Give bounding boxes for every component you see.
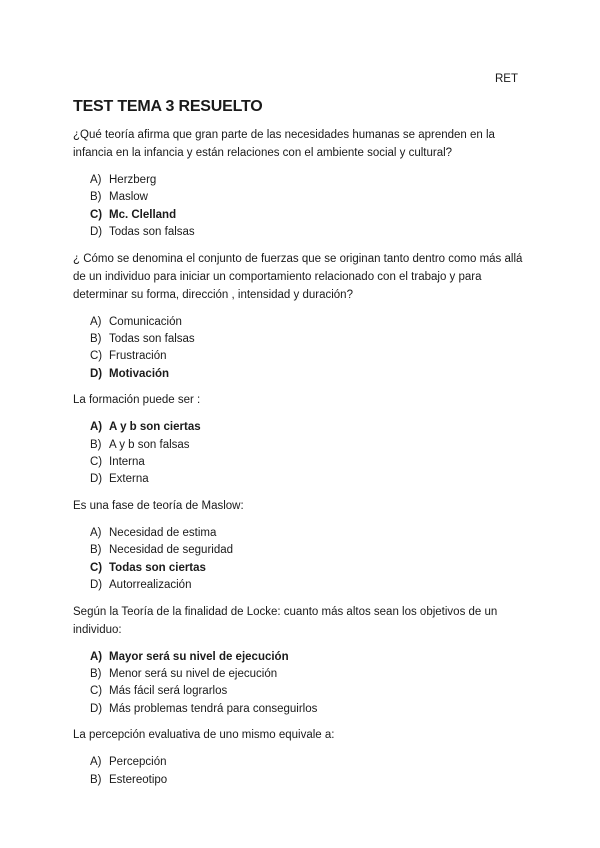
option-text: Autorrealización — [109, 579, 192, 592]
answer-option-correct — [90, 207, 533, 224]
option-text: Interna — [109, 456, 145, 469]
option-text: Menor será su nivel de ejecución — [109, 667, 278, 680]
option-text: Necesidad de seguridad — [109, 544, 234, 557]
option-letter: C) — [90, 456, 103, 469]
answer-option-correct — [90, 649, 533, 666]
answer-option — [90, 525, 533, 542]
question-block — [73, 497, 533, 595]
option-text: Más fácil será lograrlos — [109, 685, 228, 698]
answer-option — [90, 471, 533, 488]
answer-option — [90, 224, 533, 241]
option-text: Mc. Clelland — [109, 208, 177, 221]
answer-option — [90, 454, 533, 471]
answer-option — [90, 189, 533, 206]
option-letter: C) — [90, 350, 103, 363]
answer-option — [90, 542, 533, 559]
option-letter: B) — [90, 773, 102, 786]
answer-option — [90, 314, 533, 331]
option-letter: C) — [90, 561, 103, 574]
option-letter: B) — [90, 333, 102, 346]
option-text: A y b son falsas — [109, 438, 190, 451]
option-letter: C) — [90, 685, 103, 698]
question-text: Según la Teoría de la finalidad de Locke: cuanto más altos sean los objetivos de un individuo: — [73, 605, 498, 636]
option-letter: D) — [90, 367, 103, 380]
answer-option-correct — [90, 560, 533, 577]
option-text: Todas son falsas — [109, 333, 195, 346]
answer-option — [90, 348, 533, 365]
option-letter: D) — [90, 579, 103, 592]
option-letter: D) — [90, 473, 103, 486]
option-letter: B) — [90, 544, 102, 557]
answer-option — [90, 683, 533, 700]
option-letter: D) — [90, 226, 103, 239]
answer-options — [73, 419, 533, 489]
option-letter: A) — [90, 526, 102, 539]
option-text: Necesidad de estima — [109, 526, 217, 539]
answer-option — [90, 666, 533, 683]
question-block — [73, 726, 533, 789]
option-letter: A) — [90, 421, 103, 434]
answer-option — [90, 331, 533, 348]
option-text: Frustración — [109, 350, 167, 363]
answer-option — [90, 172, 533, 189]
option-text: Percepción — [109, 756, 167, 769]
answer-options — [73, 525, 533, 595]
question-text: ¿Qué teoría afirma que gran parte de las necesidades humanas se aprenden en la infancia en la infancia y están relaciones con el ambiente social y cultural? — [73, 129, 495, 159]
question-text: Es una fase de teoría de Maslow: — [73, 499, 244, 512]
answer-option-correct — [90, 366, 533, 383]
option-letter: B) — [90, 438, 102, 451]
option-text: A y b son ciertas — [109, 421, 201, 434]
option-text: Mayor será su nivel de ejecución — [109, 650, 289, 663]
answer-option — [90, 437, 533, 454]
option-letter: A) — [90, 315, 102, 328]
answer-option — [90, 772, 533, 789]
option-letter: B) — [90, 191, 102, 204]
answer-options — [73, 754, 533, 789]
page-title: TEST TEMA 3 RESUELTO — [73, 98, 263, 115]
option-text: Herzberg — [109, 174, 157, 186]
question-block — [73, 126, 533, 242]
option-text: Más problemas tendrá para conseguirlos — [109, 702, 318, 715]
answer-option — [90, 754, 533, 771]
question-list — [73, 126, 533, 797]
header-tag: RET — [495, 73, 518, 85]
answer-option — [90, 577, 533, 594]
answer-options — [73, 649, 533, 719]
option-letter: C) — [90, 208, 103, 221]
option-text: Estereotipo — [109, 773, 168, 786]
answer-options — [73, 314, 533, 384]
question-block — [73, 250, 533, 384]
option-text: Maslow — [109, 191, 148, 204]
option-text: Todas son falsas — [109, 226, 195, 239]
option-text: Comunicación — [109, 315, 182, 328]
question-text: La formación puede ser : — [73, 394, 201, 407]
option-text: Todas son ciertas — [109, 561, 206, 574]
option-letter: A) — [90, 174, 102, 186]
option-text: Motivación — [109, 367, 170, 380]
option-text: Externa — [109, 473, 149, 486]
answer-options — [73, 172, 533, 242]
option-letter: D) — [90, 702, 103, 715]
option-letter: A) — [90, 756, 102, 769]
question-text: La percepción evaluativa de uno mismo equivale a: — [73, 729, 335, 742]
question-block — [73, 603, 533, 719]
question-block — [73, 391, 533, 489]
option-letter: B) — [90, 667, 102, 680]
answer-option-correct — [90, 419, 533, 436]
question-text: ¿ Cómo se denomina el conjunto de fuerzas que se originan tanto dentro como más allá de un individuo para iniciar un comportamiento relacionado con el trabajo y para determinar su forma, dirección , intensidad y duración? — [73, 252, 523, 301]
option-letter: A) — [90, 650, 103, 663]
answer-option — [90, 701, 533, 718]
